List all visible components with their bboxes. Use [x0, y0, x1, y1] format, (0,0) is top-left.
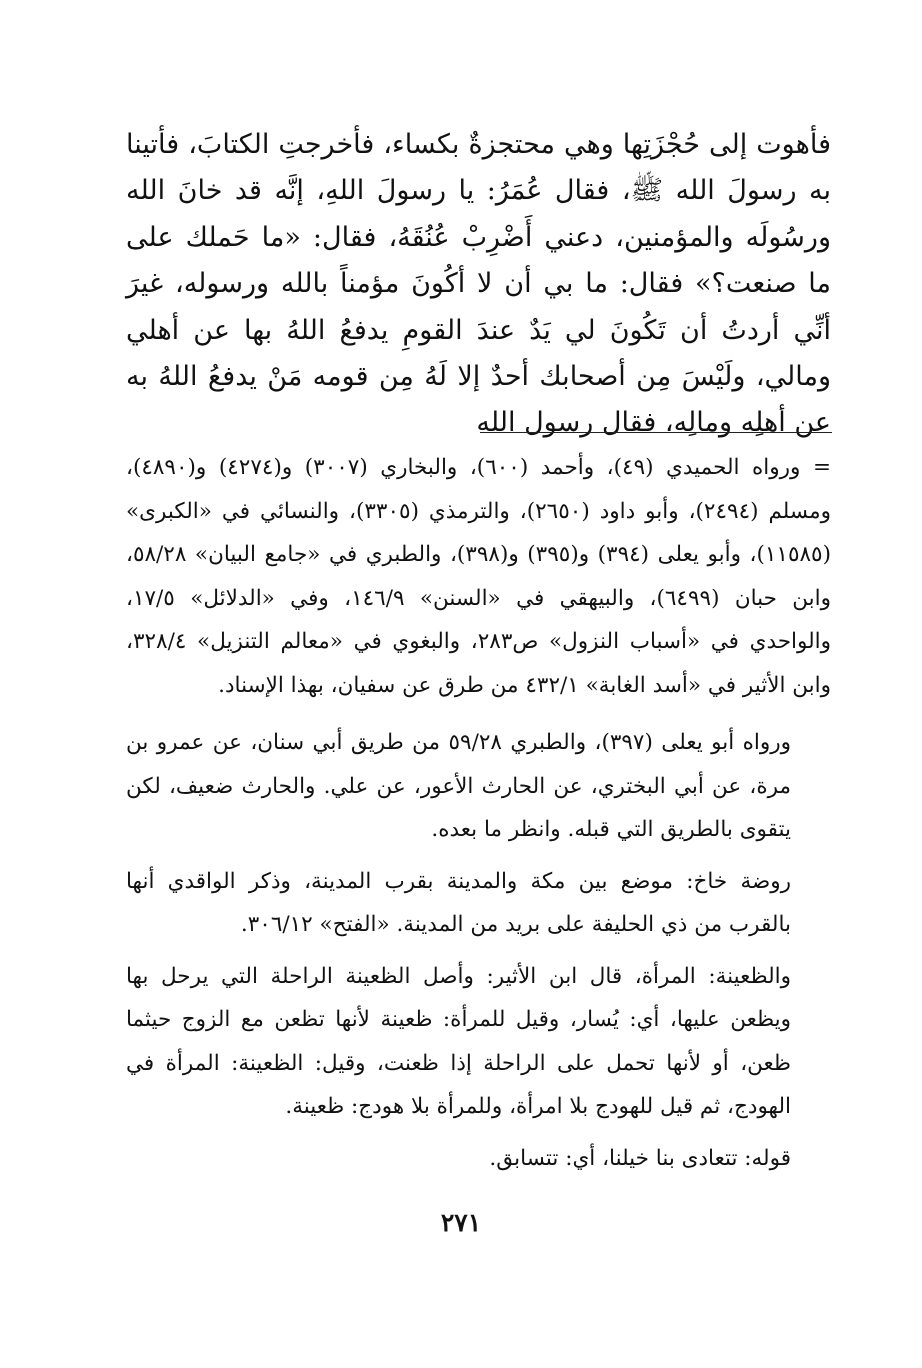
- footnote-taadaa: قوله: تتعادى بنا خيلنا، أي: تتسابق.: [489, 1145, 791, 1171]
- footnote-takhrij: = ورواه الحميدي (٤٩)، وأحمد (٦٠٠)، والبخاري (٣٠٠٧) و(٤٢٧٤) و(٤٨٩٠)، ومسلم (٢٤٩٤)، وأبو داود (٢٦٥٠)، والترمذي (٣٣٠٥)، والنسائي في «الكبرى» (١١٥٨٥)، وأبو يعلى (٣٩٤) و(٣٩٥) و(٣٩٨)، والطبري في «جامع البيان» ٥٨/٢٨، وابن حبان (٦٤٩٩)، والبيهقي في «السنن» ١٤٦/٩، وفي «الدلائل» ١٧/٥، والواحدي في «أسباب النزول» ص٢٨٣، والبغوي في «معالم التنزيل» ٣٢٨/٤، وابن الأثير في «أسد الغابة» ٤٣٢/١ من طرق عن سفيان، بهذا الإسناد.: [126, 455, 832, 698]
- main-text: [126, 122, 831, 447]
- page-number: ٢٧١: [440, 1208, 482, 1237]
- footnote-rawdat-khakh: روضة خاخ: موضع بين مكة والمدينة بقرب المدينة، وذكر الواقدي أنها بالقرب من ذي الحليفة على بريد من المدينة. «الفتح» ٣٠٦/١٢.: [126, 868, 791, 937]
- main-paragraph: فأهوت إلى حُجْزَتِها وهي محتجزةٌ بكساء، فأخرجتِ الكتابَ، فأتينا به رسولَ الله ﷺ، فقال عُمَرُ: يا رسولَ اللهِ، إنَّه قد خانَ الله ورسُولَه والمؤمنين، دعني أَضْرِبْ عُنُقَهُ، فقال: «ما حَملك على ما صنعت؟» فقال: ما بي أن لا أكُونَ مؤمناً بالله ورسوله، غيرَ أنِّي أردتُ أن تَكُونَ لي يَدٌ عندَ القومِ يدفعُ اللهُ بها عن أهلي ومالي، ولَيْسَ مِن أصحابك أحدٌ إلا لَهُ مِن قومه مَنْ يدفعُ اللهُ به عن أهلِه ومالِه، فقال رسول الله: [126, 129, 831, 439]
- footnote-zaina: والظعينة: المرأة، قال ابن الأثير: وأصل الظعينة الراحلة التي يرحل بها ويظعن عليها، أي: يُسار، وقيل للمرأة: ظعينة لأنها تظعن مع الزوج حيثما ظعن، أو لأنها تحمل على الراحلة إذا ظعنت، وقيل: الظعينة: المرأة في الهودج، ثم قيل للهودج بلا امرأة، وللمرأة بلا هودج: ظعينة.: [126, 963, 791, 1119]
- footnote-second-route: ورواه أبو يعلى (٣٩٧)، والطبري ٥٩/٢٨ من طريق أبي سنان، عن عمرو بن مرة، عن أبي البختري، عن الحارث الأعور، عن علي. والحارث ضعيف، لكن يتقوى بالطريق التي قبله. وانظر ما بعده.: [126, 730, 791, 842]
- footnote-separator: [480, 432, 832, 433]
- footnotes: [126, 446, 831, 1180]
